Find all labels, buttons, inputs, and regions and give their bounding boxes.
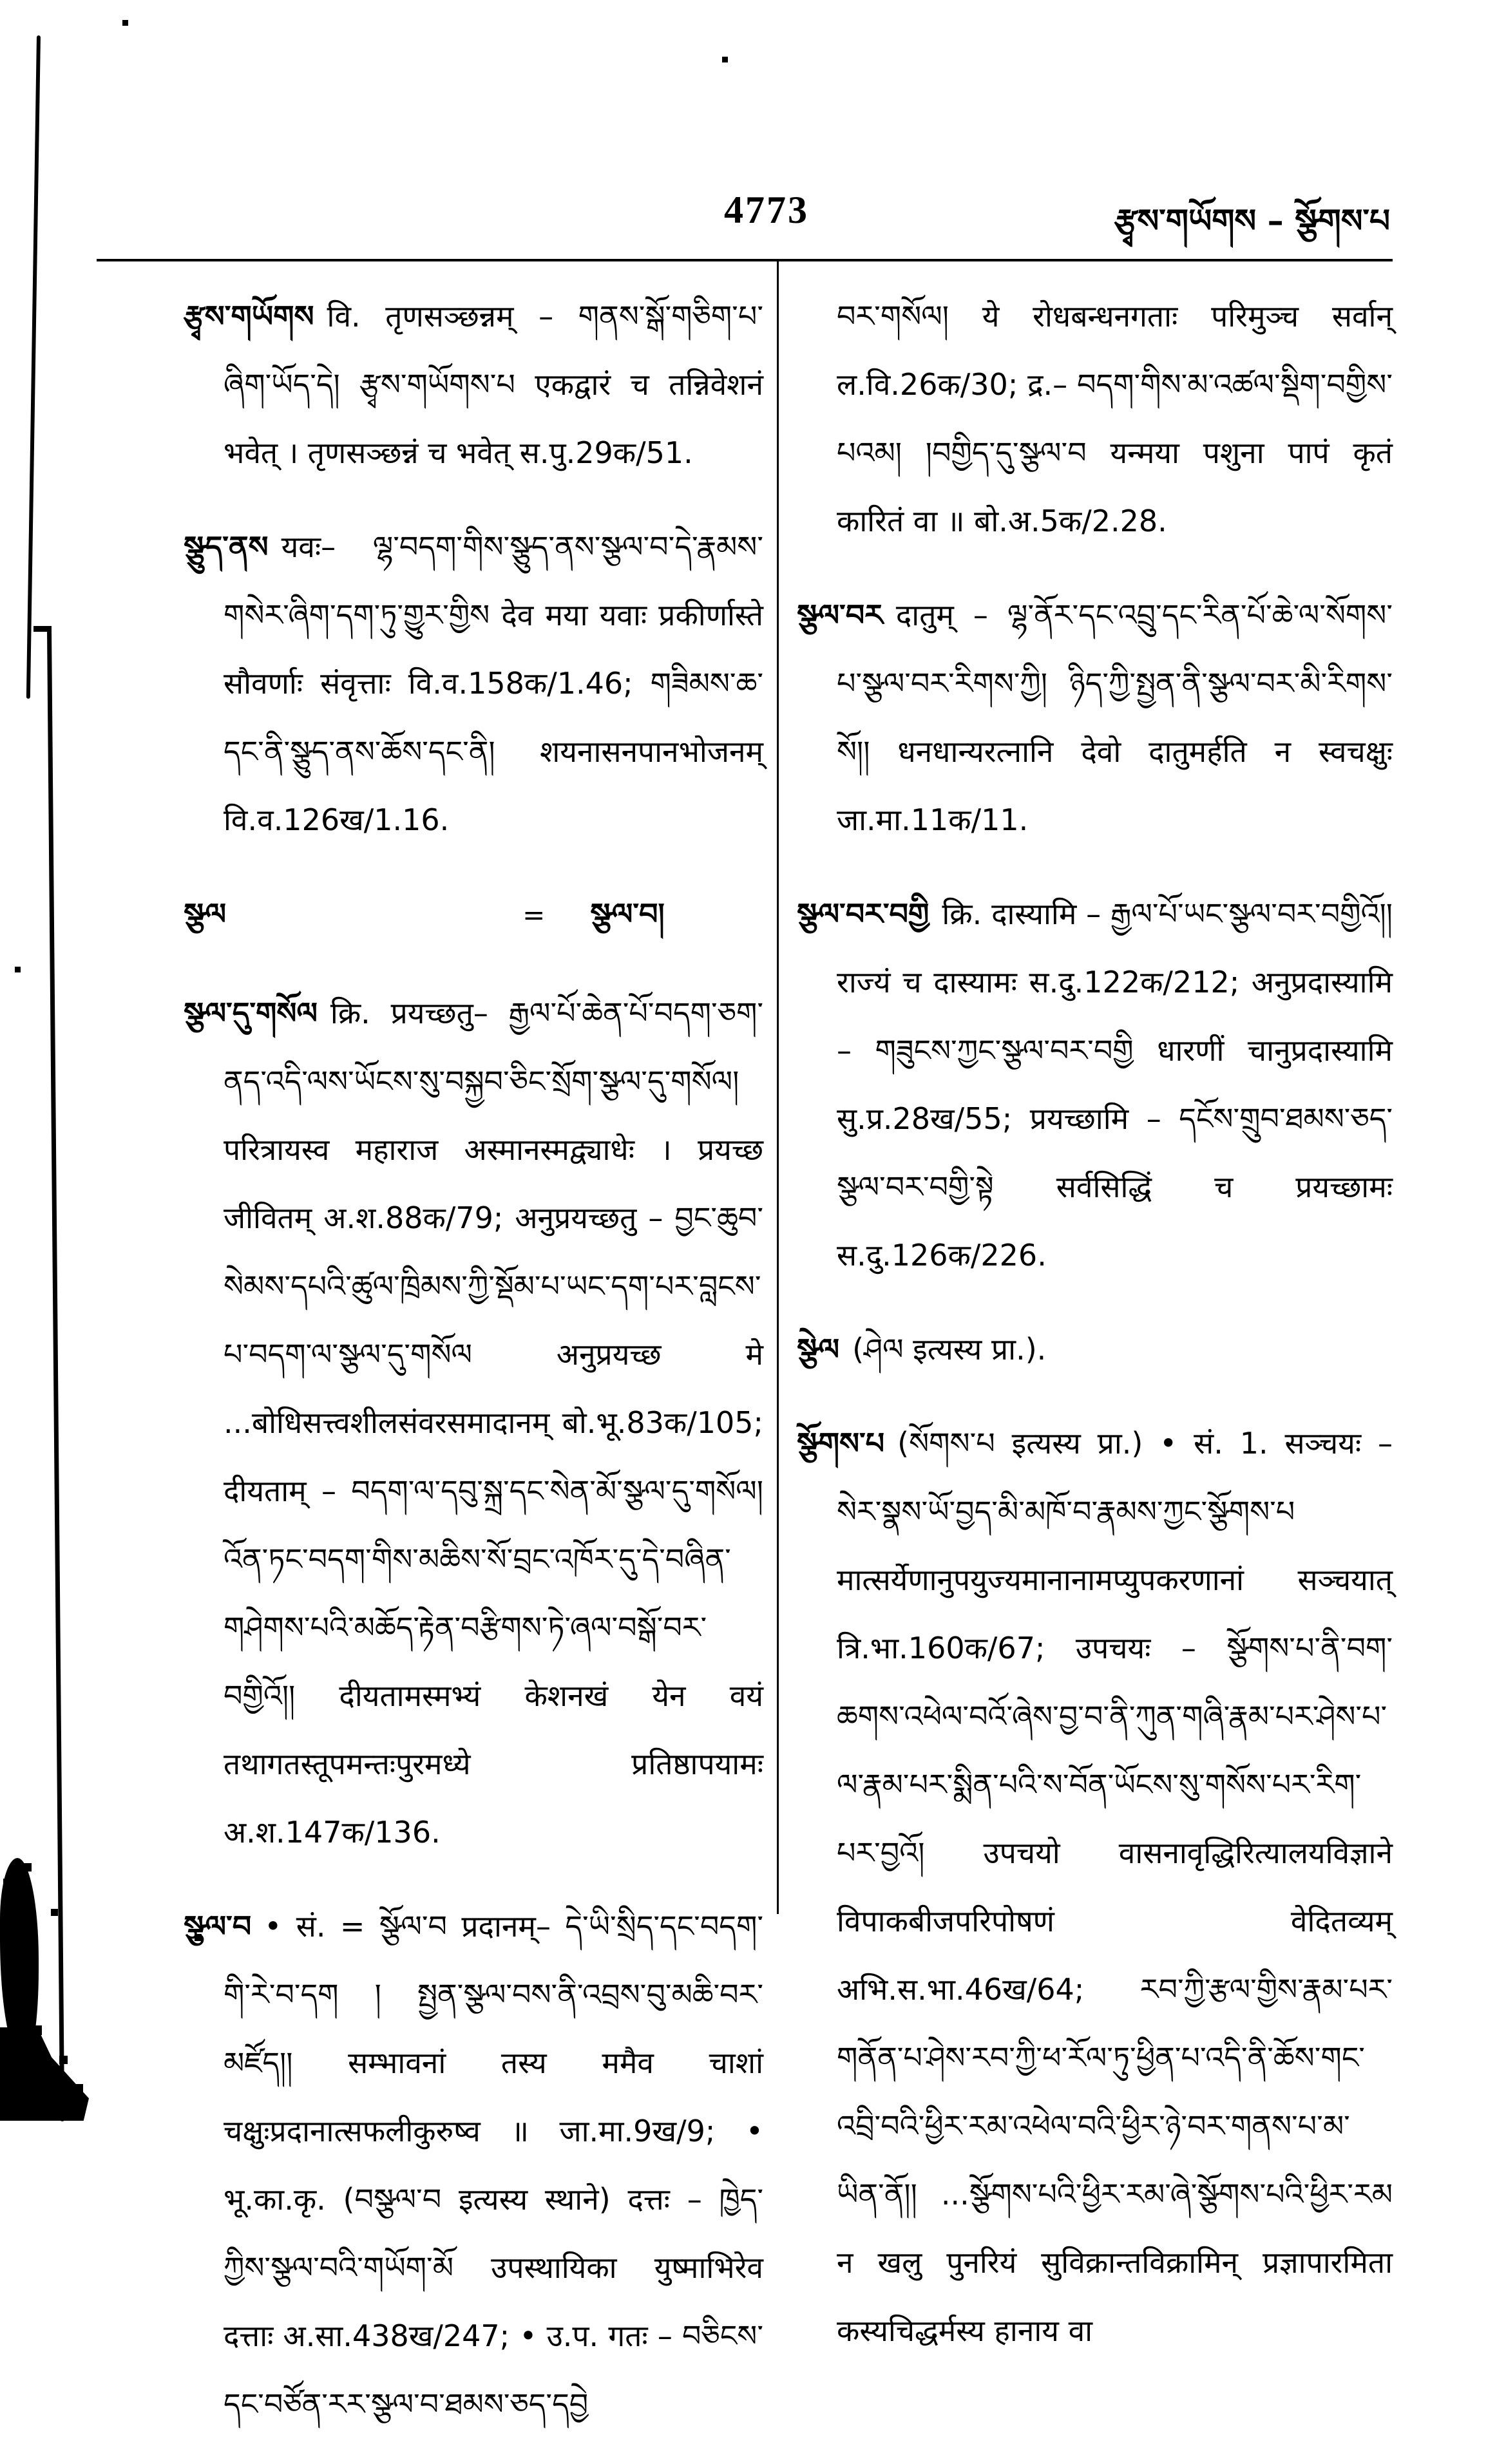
scan-speckles — [0, 0, 3, 3]
dictionary-entry — [184, 979, 763, 1866]
entry-body: वि. तृणसञ्छन्नम् – གནས་སྒོ་གཅིག་པ་ཞིག་ཡོད་དེ། རྩྭས་གཡོགས་པ एकद्वारं च तन्निवेशनं भवेत् । तृणसञ्छन्नं च भवेत् स.पु.29क/51. — [224, 299, 763, 470]
entry-body: क्रि. दास्यामि – རྒྱལ་པོ་ཡང་སྩལ་བར་བགྱིའོ།། राज्यं च दास्यामः स.दु.122क/212; अनुप्रदास्यामि – གཟུངས་ཀྱང་སྩལ་བར་བགྱི धारणीं चानुप्रदास्यामि सु.प्र.28ख/55; प्रयच्छामि – དངོས་གྲུབ་ཐམས་ཅད་སྩལ་བར་བགྱི་སྟེ सर्वसिद्धिं च प्रयच्छामः स.दु.126क/226. — [837, 896, 1393, 1273]
entry-headword: སྩལ — [184, 896, 227, 931]
dictionary-entry — [184, 513, 763, 854]
spine-shadow-jog — [33, 626, 52, 632]
entry-headword: སྩུད་ནས — [184, 529, 269, 564]
cross-reference-target: སྩལ་བ། — [590, 896, 665, 931]
spine-shadow-line-top — [26, 35, 41, 699]
dictionary-entry — [797, 880, 1393, 1289]
entry-continuation — [797, 282, 1393, 555]
page-number: 4773 — [724, 189, 809, 231]
entry-body: (ཤེལ इत्यस्य प्रा.). — [852, 1332, 1047, 1367]
entry-headword: སྩལ་བར — [797, 598, 883, 632]
equals-sign: = — [522, 899, 546, 931]
entry-headword: སྩེལ — [797, 1332, 840, 1367]
entry-headword: སྩལ་བ — [184, 1909, 252, 1944]
entry-body: क्रि. प्रयच्छतु– རྒྱལ་པོ་ཆེན་པོ་བདག་ཅག་ནད་འདི་ལས་ཡོངས་སུ་བསྐྱབ་ཅིང་སྲོག་སྩལ་དུ་གསོལ། परित्रायस्व महाराज अस्मानस्मद्व्याधेः । प्रयच्छ जीवितम् अ.श.88क/79; अनुप्रयच्छतु – བྱང་ཆུབ་སེམས་དཔའི་ཚུལ་ཁྲིམས་ཀྱི་སྡོམ་པ་ཡང་དག་པར་བླངས་པ་བདག་ལ་སྩལ་དུ་གསོལ अनुप्रयच्छ मे ...बोधिसत्त्वशीलसंवरसमादानम् बो.भू.83क/105; दीयताम् – བདག་ལ་དབུ་སྐྲ་དང་སེན་མོ་སྩལ་དུ་གསོལ། འོན་ཏང་བདག་གིས་མཆིས་སོ་བྲང་འཁོར་དུ་དེ་བཞིན་གཤེགས་པའི་མཆོད་རྟེན་བརྩིགས་ཏེ་ཞལ་བསྒོ་བར་བགྱིའོ།། दीयतामस्मभ्यं केशनखं येन वयं तथागतस्तूपमन्तःपुरमध्ये प्रतिष्ठापयामः अ.श.147क/136. — [224, 996, 763, 1850]
gutter-blotch — [0, 1858, 39, 2061]
entry-body: यवः– ལྷ་བདག་གིས་སྩུད་ནས་སྩལ་བ་དེ་རྣམས་གསེར་ཞིག་དག་ཏུ་གྱུར་གྱིས देव मया यवाः प्रकीर्णास्ते सौवर्णाः संवृत्ताः वि.व.158क/1.46; གཟིམས་ཆ་དང་ནི་སྩུད་ནས་ཆོས་དང་ནི། शयनासनपानभोजनम् वि.व.126ख/1.16. — [224, 529, 763, 837]
left-column — [184, 282, 763, 2464]
dictionary-entry — [797, 1409, 1393, 2365]
cross-reference-entry — [184, 880, 763, 949]
running-header: རྩྭས་གཡོགས – སྩོགས་པ — [1114, 202, 1390, 240]
dictionary-entry — [797, 581, 1393, 854]
spine-shadow-line-bottom — [47, 630, 64, 2121]
entry-body: (སོགས་པ इत्यस्य प्रा.) • सं. 1. सञ्चयः – སེར་སྣས་ཡོ་བྱད་མི་མཁོ་བ་རྣམས་ཀྱང་སྩོགས་པ मात्सर्येणानुपयुज्यमानानामप्युपकरणानां सञ्चयात् त्रि.भा.160क/67; उपचयः – སྩོགས་པ་ནི་བག་ཆགས་འཕེལ་བའོ་ཞེས་བྱ་བ་ནི་ཀུན་གཞི་རྣམ་པར་ཤེས་པ་ལ་རྣམ་པར་སྨིན་པའི་ས་བོན་ཡོངས་སུ་གསོས་པར་རིག་པར་བྱའོ། उपचयो वासनावृद्धिरित्यालयविज्ञाने विपाकबीजपरिपोषणं वेदितव्यम् अभि.स.भा.46ख/64; རབ་ཀྱི་རྩལ་གྱིས་རྣམ་པར་གནོན་པ་ཤེས་རབ་ཀྱི་ཕ་རོལ་ཏུ་ཕྱིན་པ་འདི་ནི་ཆོས་གང་འབྲི་བའི་ཕྱིར་རམ་འཕེལ་བའི་ཕྱིར་ཉེ་བར་གནས་པ་མ་ཡིན་ནོ།། ...སྩོགས་པའི་ཕྱིར་རམ་ཞེ་སྩོགས་པའི་ཕྱིར་རམ न खलु पुनरियं सुविक्रान्तविक्रामिन् प्रज्ञापारमिता कस्यचिद्धर्मस्य हानाय वा — [837, 1426, 1393, 2348]
dictionary-entry — [184, 1892, 763, 2438]
column-divider — [777, 259, 779, 1914]
entry-headword: སྩོགས་པ — [797, 1426, 885, 1461]
gutter-blotch-bottom — [0, 2027, 89, 2121]
entry-body: བར་གསོལ། ये रोधबन्धनगताः परिमुञ्च सर्वान् ल.वि.26क/30; द्र.– བདག་གིས་མ་འཚལ་སྡིག་བགྱིས་པའམ། །བགྱིད་དུ་སྩལ་བ यन्मया पशुना पापं कृतं कारितं वा ॥ बो.अ.5क/2.28. — [837, 299, 1393, 538]
entry-headword: རྩྭས་གཡོགས — [184, 299, 314, 334]
entry-headword: སྩལ་དུ་གསོལ — [184, 996, 318, 1030]
entry-headword: སྩལ་བར་བགྱི — [797, 896, 929, 931]
header-rule — [97, 259, 1393, 261]
dictionary-entry — [184, 282, 763, 487]
entry-body: • सं. = སྩོལ་བ प्रदानम्– དེ་ཡི་སྲིད་དང་བདག་གི་རེ་བ་དག ། སྤྱན་སྩལ་བས་ནི་འབྲས་བུ་མཆི་བར་མཛོད།། सम्भावनां तस्य ममैव चाशां चक्षुःप्रदानात्सफलीकुरुष्व ॥ जा.मा.9ख/9; • भू.का.कृ. (བསྩལ་བ इत्यस्य स्थाने) दत्तः – ཁྱེད་ཀྱིས་སྩལ་བའི་གཡོག་མོ उपस्थायिका युष्माभिरेव दत्ताः अ.सा.438ख/247; • उ.प. गतः – བཅིངས་དང་བཙོན་རར་སྩལ་བ་ཐམས་ཅད་དབྱེ — [224, 1909, 763, 2421]
entry-body: दातुम् – ལྷ་ནོར་དང་འབྲུ་དང་རིན་པོ་ཆེ་ལ་སོགས་པ་སྩལ་བར་རིགས་ཀྱི། ཉིད་ཀྱི་སྤྱན་ནི་སྩལ་བར་མི་རིགས་སོ།། धनधान्यरत्नानि देवो दातुमर्हति न स्वचक्षुः जा.मा.11क/11. — [837, 598, 1393, 837]
dictionary-entry — [797, 1315, 1393, 1383]
right-column — [797, 282, 1393, 2391]
